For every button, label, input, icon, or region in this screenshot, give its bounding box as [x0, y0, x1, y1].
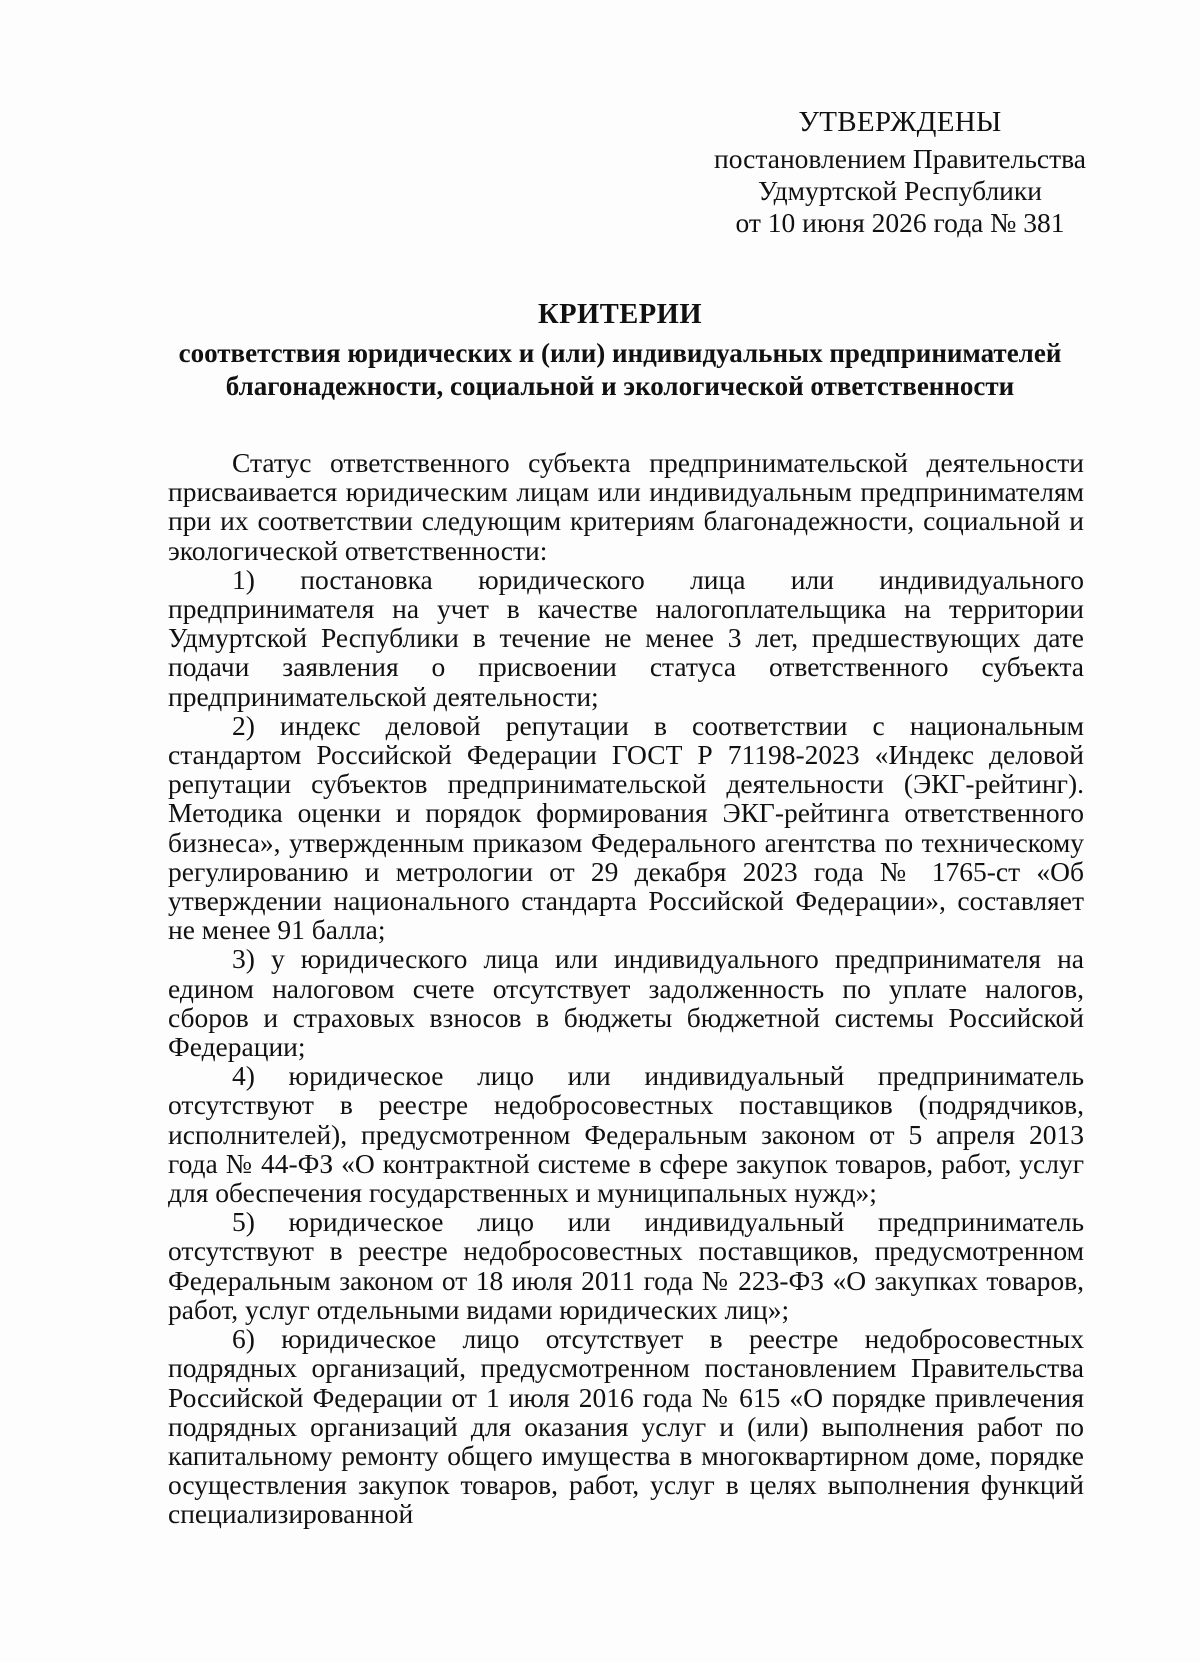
intro-paragraph: Статус ответственного субъекта предпринимательской деятельности присваивается юридическим лицам или индивидуальным предпринимателям при их соответствии следующим критериям благонадежности, социальной и экологической ответственности:	[168, 447, 1084, 566]
title-main: КРИТЕРИИ	[537, 299, 702, 330]
criterion-5: 5) юридическое лицо или индивидуальный предприниматель отсутствуют в реестре недобросовестных поставщиков, предусмотренном Федеральным законом от 18 июля 2011 года № 223-ФЗ «О закупках товаров, работ, услуг отдельными видами юридических лиц»;	[168, 1206, 1084, 1325]
criterion-1: 1) постановка юридического лица или индивидуального предпринимателя на учет в качестве налогоплательщика на территории Удмуртской Республики в течение не менее 3 лет, предшествующих дате подачи заявления о присвоении статуса ответственного субъекта предпринимательской деятельности;	[168, 563, 1084, 712]
document-title	[160, 298, 1080, 403]
approval-block	[690, 106, 1110, 239]
criterion-3: 3) у юридического лица или индивидуального предпринимателя на едином налоговом счете отсутствует задолженность по уплате налогов, сборов и страховых взносов в бюджеты бюджетной системы Российской Федерации;	[168, 943, 1084, 1063]
document-body	[168, 448, 1084, 1529]
approval-line-2: Удмуртской Республики	[758, 175, 1042, 206]
approval-heading: УТВЕРЖДЕНЫ	[798, 106, 1002, 138]
approval-line-3: от 10 июня 2026 года № 381	[735, 207, 1065, 238]
criterion-4: 4) юридическое лицо или индивидуальный предприниматель отсутствуют в реестре недобросовестных поставщиков (подрядчиков, исполнителей), предусмотренном Федеральным законом от 5 апреля 2013 года № 44-ФЗ «О контрактной системе в сфере закупок товаров, работ, услуг для обеспечения государственных и муниципальных нужд»;	[168, 1060, 1084, 1209]
criterion-2: 2) индекс деловой репутации в соответствии с национальным стандартом Российской Федерации ГОСТ Р 71198-2023 «Индекс деловой репутации субъектов предпринимательской деятельности (ЭКГ-рейтинг). Методика оценки и порядок формирования ЭКГ-рейтинга ответственного бизнеса», утвержденным приказом Федерального агентства по техническому регулированию и метрологии от 29 декабря 2023 года № 1765-ст «Об утверждении национального стандарта Российской Федерации», составляет не менее 91 балла;	[168, 709, 1084, 946]
title-subtitle: соответствия юридических и (или) индивидуальных предпринимателей благонадежности, социальной и экологической ответственности	[178, 338, 1062, 401]
criterion-6: 6) юридическое лицо отсутствует в реестре недобросовестных подрядных организаций, предусмотренном постановлением Правительства Российской Федерации от 1 июля 2016 года № 615 «О порядке привлечения подрядных организаций для оказания услуг и (или) выполнения работ по капитальному ремонту общего имущества в многоквартирном доме, порядке осуществления закупок товаров, работ, услуг в целях выполнения функций специализированной	[168, 1323, 1084, 1530]
approval-line-1: постановлением Правительства	[714, 143, 1086, 174]
